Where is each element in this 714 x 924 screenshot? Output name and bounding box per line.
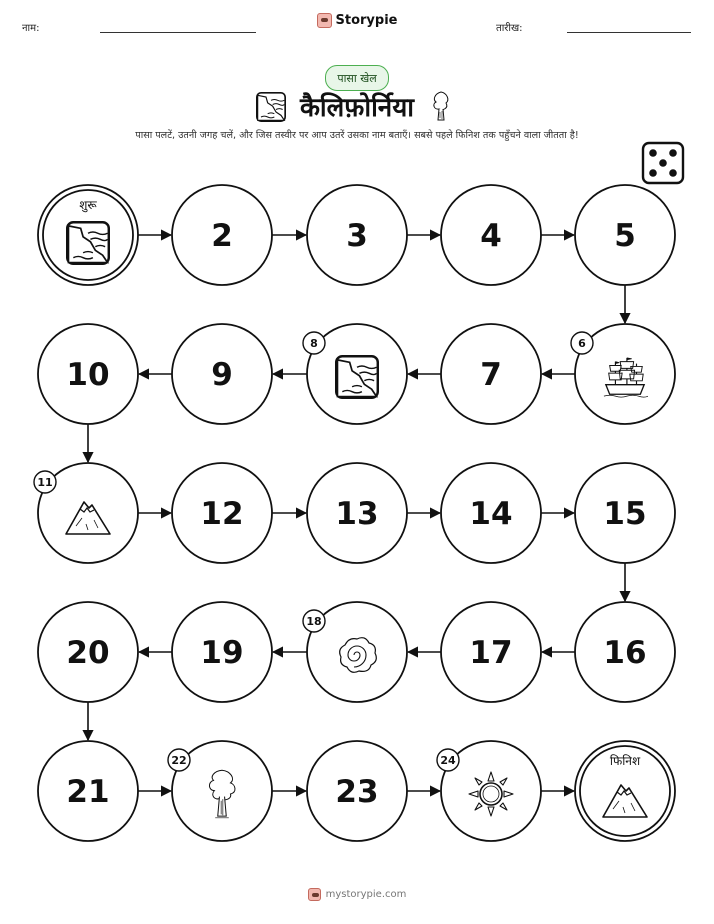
- space-number: 19: [200, 635, 244, 671]
- space-number: 13: [335, 496, 379, 532]
- space-number: 21: [66, 774, 110, 810]
- board-space-12[interactable]: [172, 463, 272, 563]
- space-number: 16: [603, 635, 647, 671]
- board-space-24[interactable]: [437, 741, 541, 841]
- name-label: नाम:: [22, 23, 40, 34]
- board-space-21[interactable]: [38, 741, 138, 841]
- board-space-13[interactable]: [307, 463, 407, 563]
- coast-icon: [336, 356, 378, 398]
- space-number: 10: [66, 357, 110, 393]
- board-space-17[interactable]: [441, 602, 541, 702]
- space-number: 11: [37, 476, 53, 489]
- board-space-8[interactable]: [303, 324, 407, 424]
- board-space-25[interactable]: [575, 741, 675, 841]
- space-number: 3: [346, 218, 368, 254]
- space-number: 4: [480, 218, 502, 254]
- board-space-23[interactable]: [307, 741, 407, 841]
- space-number: 9: [211, 357, 233, 393]
- space-number: 8: [310, 337, 318, 350]
- board-space-1[interactable]: [38, 185, 138, 285]
- storypie-logo-icon: [308, 888, 321, 901]
- space-number: 24: [440, 754, 456, 767]
- game-type-badge: पासा खेल: [325, 65, 389, 91]
- board-space-7[interactable]: [441, 324, 541, 424]
- board-space-22[interactable]: [168, 741, 272, 841]
- space-number: 18: [306, 615, 322, 628]
- space-number: 12: [200, 496, 244, 532]
- board-space-19[interactable]: [172, 602, 272, 702]
- footer: [0, 888, 714, 901]
- board-space-2[interactable]: [172, 185, 272, 285]
- board-space-5[interactable]: [575, 185, 675, 285]
- page-title: कैलिफ़ोर्निया: [299, 93, 415, 123]
- board-space-18[interactable]: [303, 602, 407, 702]
- space-number: 20: [66, 635, 110, 671]
- start-label: शुरू: [79, 198, 97, 212]
- sun-icon: [469, 772, 513, 816]
- board-space-20[interactable]: [38, 602, 138, 702]
- instructions-text: पासा पलटें, उतनी जगह चलें, और जिस तस्वीर पर आप उतरें उसका नाम बताएँ। सबसे पहले फिनिश तक पहुँचने वाला जीतता है!: [135, 130, 579, 141]
- space-number: 22: [171, 754, 187, 767]
- space-number: 14: [469, 496, 513, 532]
- board-space-10[interactable]: [38, 324, 138, 424]
- board-space-6[interactable]: [571, 324, 675, 424]
- space-number: 7: [480, 357, 502, 393]
- board-space-4[interactable]: [441, 185, 541, 285]
- date-label: तारीख:: [496, 23, 523, 34]
- space-number: 15: [603, 496, 647, 532]
- board-space-9[interactable]: [172, 324, 272, 424]
- board-space-3[interactable]: [307, 185, 407, 285]
- board-space-16[interactable]: [575, 602, 675, 702]
- space-number: 23: [335, 774, 379, 810]
- coast-icon: [67, 222, 109, 264]
- space-number: 17: [469, 635, 513, 671]
- space-number: 6: [578, 337, 586, 350]
- footer-site: mystorypie.com: [325, 889, 407, 900]
- board-space-11[interactable]: [34, 463, 138, 563]
- board-space-15[interactable]: [575, 463, 675, 563]
- space-number: 5: [614, 218, 636, 254]
- space-number: 2: [211, 218, 233, 254]
- board-space-14[interactable]: [441, 463, 541, 563]
- brand-name: Storypie: [335, 13, 398, 28]
- finish-label: फिनिश: [609, 754, 641, 768]
